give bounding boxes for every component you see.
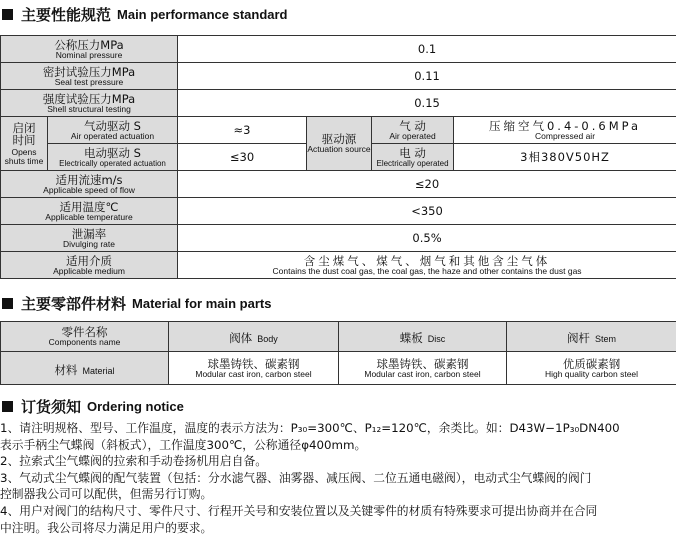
table-row: [1, 252, 676, 279]
performance-title-zh: 主要性能规范: [21, 5, 112, 24]
notice-section-title: [0, 396, 184, 416]
air-actuation-label: 气动驱动 S Air operated actuation: [48, 117, 178, 144]
bullet-square-icon: [2, 298, 13, 309]
shell-value: 0.15: [178, 90, 676, 117]
bullet-square-icon: [2, 401, 13, 412]
table-row: [1, 171, 676, 198]
temperature-value: <350: [178, 198, 676, 225]
table-row: [1, 352, 676, 385]
medium-value: 含尘煤气、煤气、烟气和其他含尘气体 Contains the dust coal gas, the coal gas, the haze and other contains the dust gas: [178, 252, 676, 279]
electric-actuation-label: 电动驱动 S Electrically operated actuation: [48, 144, 178, 171]
seal-value: 0.11: [178, 63, 676, 90]
stem-header: 阀杆 Stem: [507, 322, 676, 352]
temperature-label: 适用温度℃ Applicable temperature: [1, 198, 178, 225]
performance-section-title: [0, 4, 288, 24]
table-row: [1, 117, 676, 144]
table-row: [1, 63, 676, 90]
material-label: 材料 Material: [1, 352, 169, 385]
shell-label: 强度试验压力MPa Shell structural testing: [1, 90, 178, 117]
notice-line: 2、拉索式尘气蝶阀的拉索和手动卷扬机用启自备。: [0, 454, 268, 469]
notice-line: 表示手柄尘气蝶阀（斜板式），工作温度300℃，公称通径φ400mm。: [0, 437, 367, 452]
disc-header: 蝶板 Disc: [339, 322, 507, 352]
electric-label: 电 动 Electrically operated: [372, 144, 454, 171]
leakage-value: 0.5%: [178, 225, 676, 252]
actuation-source-label: 驱动源 Actuation source: [307, 117, 372, 171]
disc-material: 球墨铸铁、碳素钢 Modular cast iron, carbon steel: [339, 352, 507, 385]
bullet-square-icon: [2, 9, 13, 20]
performance-title-en: Main performance standard: [117, 6, 288, 22]
materials-table: [0, 321, 676, 385]
performance-table: [0, 35, 676, 279]
compressed-air-value: 压缩空气0.4-0.6MPa Compressed air: [454, 117, 676, 144]
notice-line: 控制器我公司可以配供，但需另行订购。: [0, 487, 213, 502]
seal-label: 密封试验压力MPa Seal test pressure: [1, 63, 178, 90]
table-row: [1, 36, 676, 63]
body-header: 阀体 Body: [169, 322, 339, 352]
pneumatic-label: 气 动 Air operated: [372, 117, 454, 144]
body-material: 球墨铸铁、碳素钢 Modular cast iron, carbon steel: [169, 352, 339, 385]
notice-line: 3、气动式尘气蝶阀的配气装置（包括：分水滤气器、油雾器、减压阀、二位五通电磁阀），电动式尘气蝶阀的阀门: [0, 470, 592, 485]
table-row: [1, 225, 676, 252]
shuts-time-label: 启闭时间 Opens shuts time: [1, 117, 48, 171]
medium-label: 适用介质 Applicable medium: [1, 252, 178, 279]
speed-label: 适用流速m/s Applicable speed of flow: [1, 171, 178, 198]
nominal-label: 公称压力MPa Nominal pressure: [1, 36, 178, 63]
notice-title-zh: 订货须知: [21, 397, 82, 416]
table-row: [1, 90, 676, 117]
table-row: [1, 198, 676, 225]
notice-title-en: Ordering notice: [87, 398, 184, 414]
materials-section-title: [0, 293, 271, 313]
air-actuation-value: ≈3: [178, 117, 307, 144]
materials-title-en: Material for main parts: [132, 295, 272, 311]
power-supply-value: 3相380V50HZ: [454, 144, 676, 171]
components-name-header: 零件名称 Components name: [1, 322, 169, 352]
leakage-label: 泄漏率 Divulging rate: [1, 225, 178, 252]
speed-value: ≤20: [178, 171, 676, 198]
nominal-value: 0.1: [178, 36, 676, 63]
stem-material: 优质碳素钢 High quality carbon steel: [507, 352, 676, 385]
ordering-notice-text: [0, 420, 676, 536]
table-row: [1, 322, 676, 352]
notice-line: 4、用户对阀门的结构尺寸、零件尺寸、行程开关号和安装位置以及关键零件的材质有特殊要求可提出协商并在合同: [0, 503, 598, 518]
materials-title-zh: 主要零部件材料: [21, 294, 127, 313]
notice-line: 1、请注明规格、型号、工作温度，温度的表示方法为：P₃₀=300℃、P₁₂=120℃，余类比。如：D43W−1P₃₀DN400: [0, 421, 620, 435]
notice-line: 中注明。我公司将尽力满足用户的要求。: [0, 520, 213, 535]
electric-actuation-value: ≤30: [178, 144, 307, 171]
